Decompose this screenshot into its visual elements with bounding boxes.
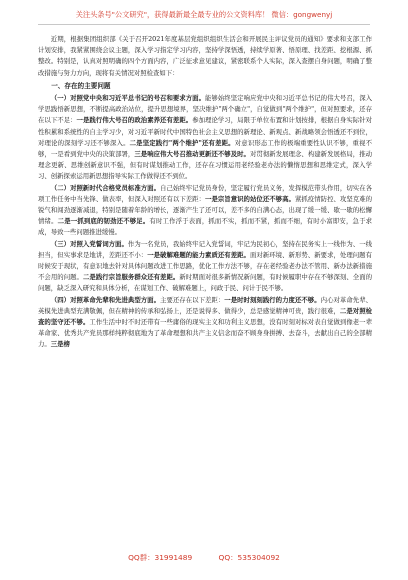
intro-paragraph: 近期，根据集团组织部《关于召开2021年度基层党组织组织生活会和开展民主评议党员的通知》要求和支部工作计划安排，我紧紧围绕会议主题，深入学习指定学习内容，坚持学深悟透，持续学原著、悟原理、找差距、挖根源、抓整改。特别是，认真对照明确的四个方面内容，广泛征求意见建议，紧密联系个人实际，深入查摆自身问题，明确了整改措施与努力方向，现将有关情况对照检查如下： [38, 35, 372, 77]
paragraph-3: （三）对照入党誓词方面。作为一名党员，我始终牢记入党誓词，牢记为民初心，坚持在民务实上一线作为、一线担当，但实事求是地讲，差距还不小：一是破解难题的能力素质还有差距。面对新环境、新形势、新要求，处理问题有时候安于现状，有意识地去针对具体问题改进工作思路，优化工作方法不够，存在老经验老办法不管用、新办法新措施不会用的问题。二是践行宗旨服务群众还有差距。新时期面对很多新情况新问题，有时候履职中存在不够深刻、全面的问题，缺乏深入研究和具体分析，在谋划工作、破解难题上，问政于民、问计于民不够。 [38, 239, 372, 293]
point-heading: 一是破解难题的能力素质还有差距。 [147, 250, 250, 259]
qq-group-number: QQ群：31991489 [128, 553, 193, 562]
document-body [38, 34, 372, 546]
point-heading: 二是一抓到底的韧劲还不够足。 [57, 217, 150, 226]
point-heading: 二是践行宗旨服务群众还有差距。 [82, 273, 180, 282]
point-heading: 一是时时刻刻践行的力度还不够。 [224, 295, 321, 304]
section-heading: 一、存在的主要问题 [51, 81, 111, 90]
point-heading: 一是践行伟大号召的政治素养还有差距。 [76, 116, 193, 125]
page-footer [38, 552, 370, 563]
paragraph-1: （一）对照党中央和习近平总书记的号召和要求方面。能够始终坚定响应党中央和习近平总书记的伟大号召，深入学思践悟新思想，不断提高政治站位，提升思想境界，坚决维护"两个确立"，自觉做到"两个维护"，但对照要求，还存在以下不足：一是践行伟大号召的政治素养还有差距。参加理论学习，局限于单位布置和计划按排，根据自身实际针对性积累和系统性的自主学习少，对习近平新时代中国特色社会主义思想的新理论、新观点、新战略领会悟透还不到位，对理论的深刻学习还不够深入。二是坚定践行"两个维护"还有差距。对意识形态工作的极端重要性认识不够，重视不够，一是看到党中央的决策部署，三是响应伟大号召推动更新还不够及时。对贯彻新发展理念、构建新发展格局，推动理念更新、思维创新意识不强，但有时谋划推动工作，还存在习惯运用老经验老办法的懒惰思想和思维定式，深入学习、创新探索运用新思想指导实际工作做得还不到位。 [38, 94, 372, 181]
point-heading: 三是榜 [50, 340, 70, 349]
header-divider [38, 24, 370, 25]
paragraph-2: （二）对照新时代合格党员标准方面。自己始终牢记党员身份，坚定履行党员义务，发挥模范带头作用，切实在各项工作任务中当先锋、做表率，但深入对照还有以下差距：一是宗旨意识的站位还不够高。紧抓疫情防控、攻坚克难的锐气和闯劲逐渐减退，特别是随着年龄的增长，逐渐产生了还可以，差不多的自满心态，出现了缓一缓、歇一歇的松懈情绪。二是一抓到底的韧劲还不够足。有时工作浮于表面，抓而不实，抓而不紧，抓而不细，有时小富即安，急于求成，导致一些问题推进缓慢。 [38, 183, 372, 237]
point-heading: 二是坚定践行"两个维护"还有差距。 [129, 138, 235, 147]
point-heading: 三是响应伟大号召推动更新还不够及时。 [134, 150, 250, 159]
sub-heading: （四）对照革命先辈和先进典型方面。 [50, 295, 161, 304]
point-heading: 二是对照检查的坚守还不够。 [38, 306, 372, 327]
sub-heading: （一）对照党中央和习近平总书记的号召和要求方面。 [50, 94, 205, 103]
page-header: 关注头条号"公文研究"，获得最新最全最专业的公文资料库！ 微信：gongwenyj [75, 10, 333, 19]
sub-heading: （二）对照新时代合格党员标准方面。 [50, 183, 161, 192]
qq-number: QQ：535304092 [218, 553, 280, 562]
paragraph-4: （四）对照革命先辈和先进典型方面。主要还存在以下差距：一是时时刻刻践行的力度还不够。内心对革命先辈、英模先进典型充满敬佩，但在精神的传承和弘扬上，还是说得多、做得少，总是感觉精神可贵，践行很难，二是对照检查的坚守还不够。工作生活中时不时还带有一些庸俗的现实主义和功利主义思想，没有时刻对标对表自觉做到像老一辈革命家、优秀共产党员那样纯粹彻底地为了革命理想和共产主义信念而奋不顾身身拼搏、去奋斗，去献出自己的全部精力。三是榜 [38, 295, 372, 349]
sub-heading: （三）对照入党誓词方面。 [50, 239, 128, 248]
point-heading: 一是宗旨意识的站位还不够高。 [205, 194, 295, 203]
